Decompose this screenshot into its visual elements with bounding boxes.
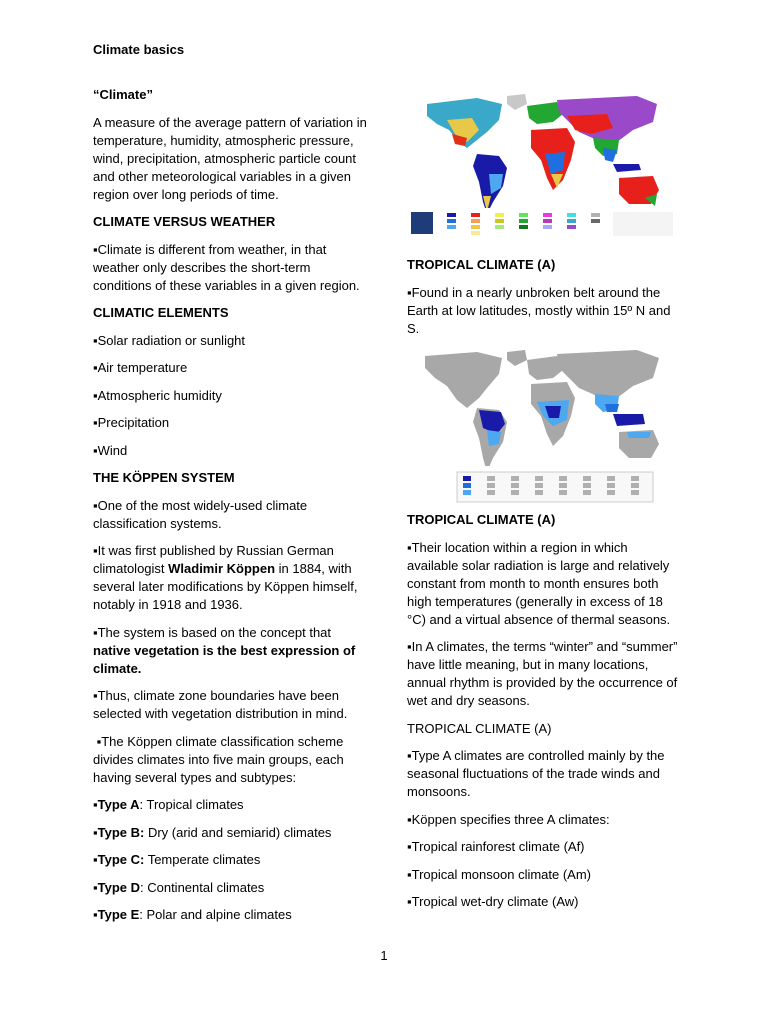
left-column [93, 86, 368, 934]
tropical-heading-3: TROPICAL CLIMATE (A) [407, 720, 552, 736]
tropical-heading-2: TROPICAL CLIMATE (A) [407, 512, 556, 527]
koppen-point-2: ▪It was first published by Russian German climatologist Wladimir Köppen in 1884, with several later modifications by Köppen himself, notably in 1918 and 1936. [93, 543, 358, 612]
element-item: ▪Solar radiation or sunlight [93, 332, 246, 348]
a-climate-item: ▪Tropical wet-dry climate (Aw) [407, 894, 579, 909]
climate-definition: A measure of the average pattern of variation in temperature, humidity, atmospheric pressure, wind, precipitation, atmospheric particle count and other meteorological variables in a given region over long periods of time. [93, 114, 367, 202]
tropical-text-3: ▪In A climates, the terms “winter” and “summer” have little meaning, but in many locations, annual rhythm is provided by the occurrence of wet and dry seasons. [407, 639, 678, 708]
document-title: Climate basics [93, 42, 185, 57]
map-legend [457, 472, 653, 502]
university-logo [411, 212, 433, 234]
element-item: ▪Air temperature [93, 360, 188, 375]
koppen-point-4: ▪Thus, climate zone boundaries have been selected with vegetation distribution in mind. [93, 688, 348, 721]
element-item: ▪Precipitation [93, 415, 170, 430]
right-column-top [407, 256, 682, 347]
tropical-text-4: ▪Type A climates are controlled mainly by the seasonal fluctuations of the trade winds and monsoons. [407, 748, 665, 799]
koppen-point-1: ▪One of the most widely-used climate classification systems. [93, 497, 308, 531]
climate-vs-weather-text: ▪Climate is different from weather, in that weather only describes the short-term conditions of these variables in a given region. [93, 241, 360, 293]
type-item: ▪Type D: Continental climates [93, 879, 265, 895]
tropical-text-2: ▪Their location within a region in which available solar radiation is large and relatively constant from month to month ensures both high temperatures (generally in excess of 18 °C) and a virtual absence of thermal seasons. [407, 539, 671, 627]
element-item: ▪Wind [93, 442, 128, 458]
koppen-heading: THE KÖPPEN SYSTEM [93, 470, 235, 485]
a-climate-item: ▪Tropical monsoon climate (Am) [407, 866, 592, 882]
climate-heading: “Climate” [93, 87, 153, 102]
tropical-climate-map-figure [407, 348, 675, 503]
page-number: 1 [380, 948, 388, 963]
tropical-heading-1: TROPICAL CLIMATE (A) [407, 257, 556, 272]
right-column-bottom [407, 511, 682, 921]
map-legend [407, 208, 675, 240]
tropical-text-5: ▪Köppen specifies three A climates: [407, 811, 610, 827]
koppen-point-3: ▪The system is based on the concept that native vegetation is the best expression of climate. [93, 624, 356, 676]
type-item: ▪Type A: Tropical climates [93, 797, 244, 812]
tropical-text-1: ▪Found in a nearly unbroken belt around the Earth at low latitudes, mostly within 15º N and S. [407, 284, 671, 336]
element-item: ▪Atmospheric humidity [93, 387, 222, 403]
koppen-point-5: ▪The Köppen climate classification scheme divides climates into five main groups, each having several types and subtypes: [93, 733, 348, 785]
type-item: ▪Type E: Polar and alpine climates [93, 907, 292, 922]
a-climate-item: ▪Tropical rainforest climate (Af) [407, 839, 585, 854]
climatic-elements-heading: CLIMATIC ELEMENTS [93, 305, 229, 320]
type-item: ▪Type C: Temperate climates [93, 852, 261, 867]
koppen-world-map-figure [407, 90, 675, 240]
climate-vs-weather-heading: CLIMATE VERSUS WEATHER [93, 214, 276, 229]
type-item: ▪Type B: Dry (arid and semiarid) climates [93, 824, 332, 840]
koppen-name: Wladimir Köppen [168, 561, 276, 576]
